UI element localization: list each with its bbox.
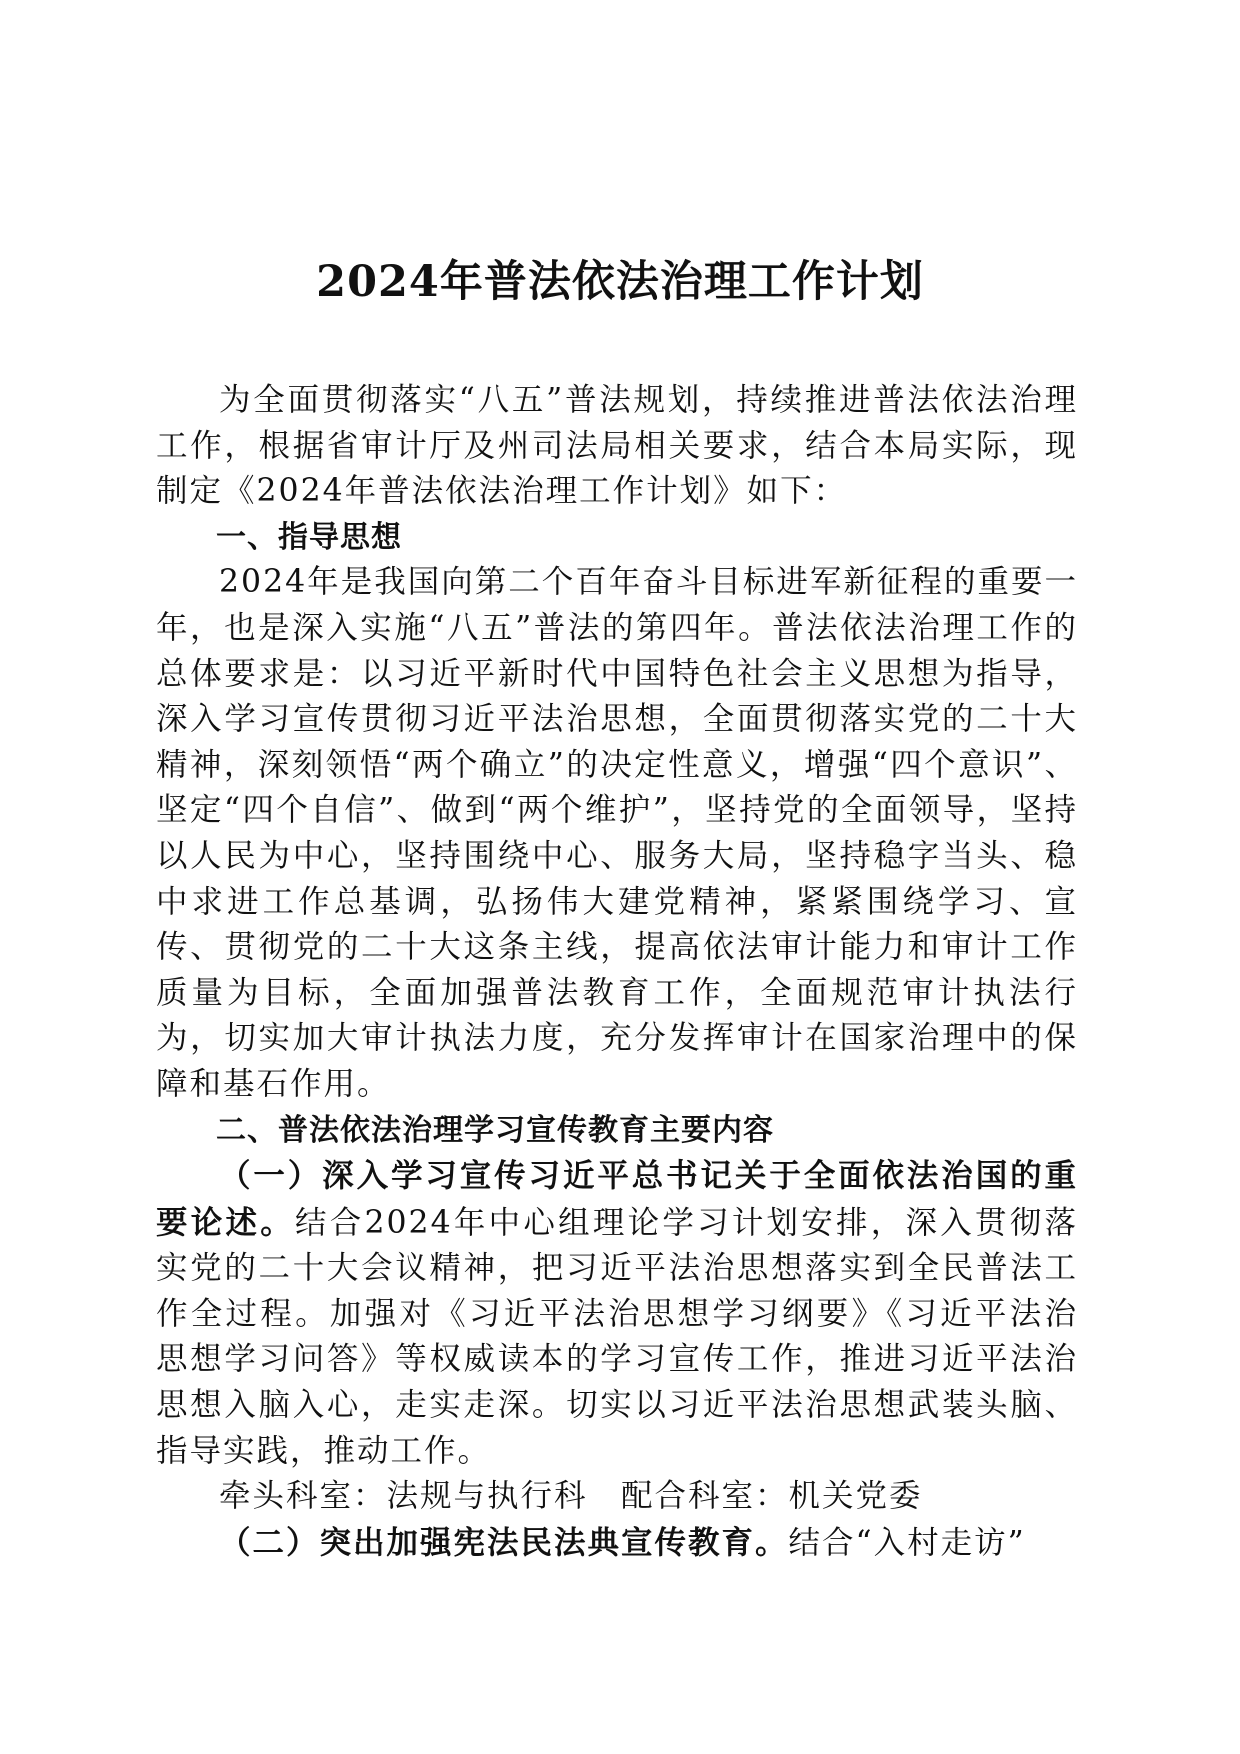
- item-paragraph-2: [156, 1520, 1078, 1567]
- document-body: [156, 378, 1078, 1566]
- item-2-lead: （二）突出加强宪法民法典宣传教育。: [219, 1523, 789, 1561]
- document-title: 2024年普法依法治理工作计划: [316, 257, 924, 307]
- item-1-text: 结合2024年中心组理论学习计划安排，深入贯彻落实党的二十大会议精神，把习近平法治思想落实到全民普法工作全过程。加强对《习近平法治思想学习纲要》《习近平法治思想学习问答》等权威读本的学习宣传工作，推进习近平法治思想入脑入心，走实走深。切实以习近平法治思想武装头脑、指导实践，推动工作。: [156, 1204, 1078, 1469]
- item-2-text: 结合“入村走访”: [788, 1524, 1026, 1561]
- item-paragraph-1: [156, 1153, 1078, 1474]
- section-paragraph-guiding-ideology: 2024年是我国向第二个百年奋斗目标进军新征程的重要一年，也是深入实施“八五”普法的第四年。普法依法治理工作的总体要求是：以习近平新时代中国特色社会主义思想为指导，深入学习宣传贯彻习近平法治思想，全面贯彻落实党的二十大精神，深刻领悟“两个确立”的决定性意义，增强“四个意识”、坚定“四个自信”、做到“两个维护”，坚持党的全面领导，坚持以人民为中心，坚持围绕中心、服务大局，坚持稳字当头、稳中求进工作总基调，弘扬伟大建党精神，紧紧围绕学习、宣传、贯彻党的二十大这条主线，提高依法审计能力和审计工作质量为目标，全面加强普法教育工作，全面规范审计执法行为，切实加大审计执法力度，充分发挥审计在国家治理中的保障和基石作用。: [156, 564, 1078, 1102]
- section-heading-main-content: 二、普法依法治理学习宣传教育主要内容: [216, 1112, 774, 1148]
- intro-paragraph: 为全面贯彻落实“八五”普法规划，持续推进普法依法治理工作，根据省审计厅及州司法局相关要求，结合本局实际，现制定《2024年普法依法治理工作计划》如下：: [156, 382, 1078, 510]
- item-1-lead: （一）深入学习宣传习近平总书记关于全面依法治国的重要论述。: [156, 1157, 1078, 1241]
- section-heading-guiding-ideology: 一、指导思想: [216, 519, 402, 555]
- item-1-departments: 牵头科室：法规与执行科 配合科室：机关党委: [219, 1478, 923, 1515]
